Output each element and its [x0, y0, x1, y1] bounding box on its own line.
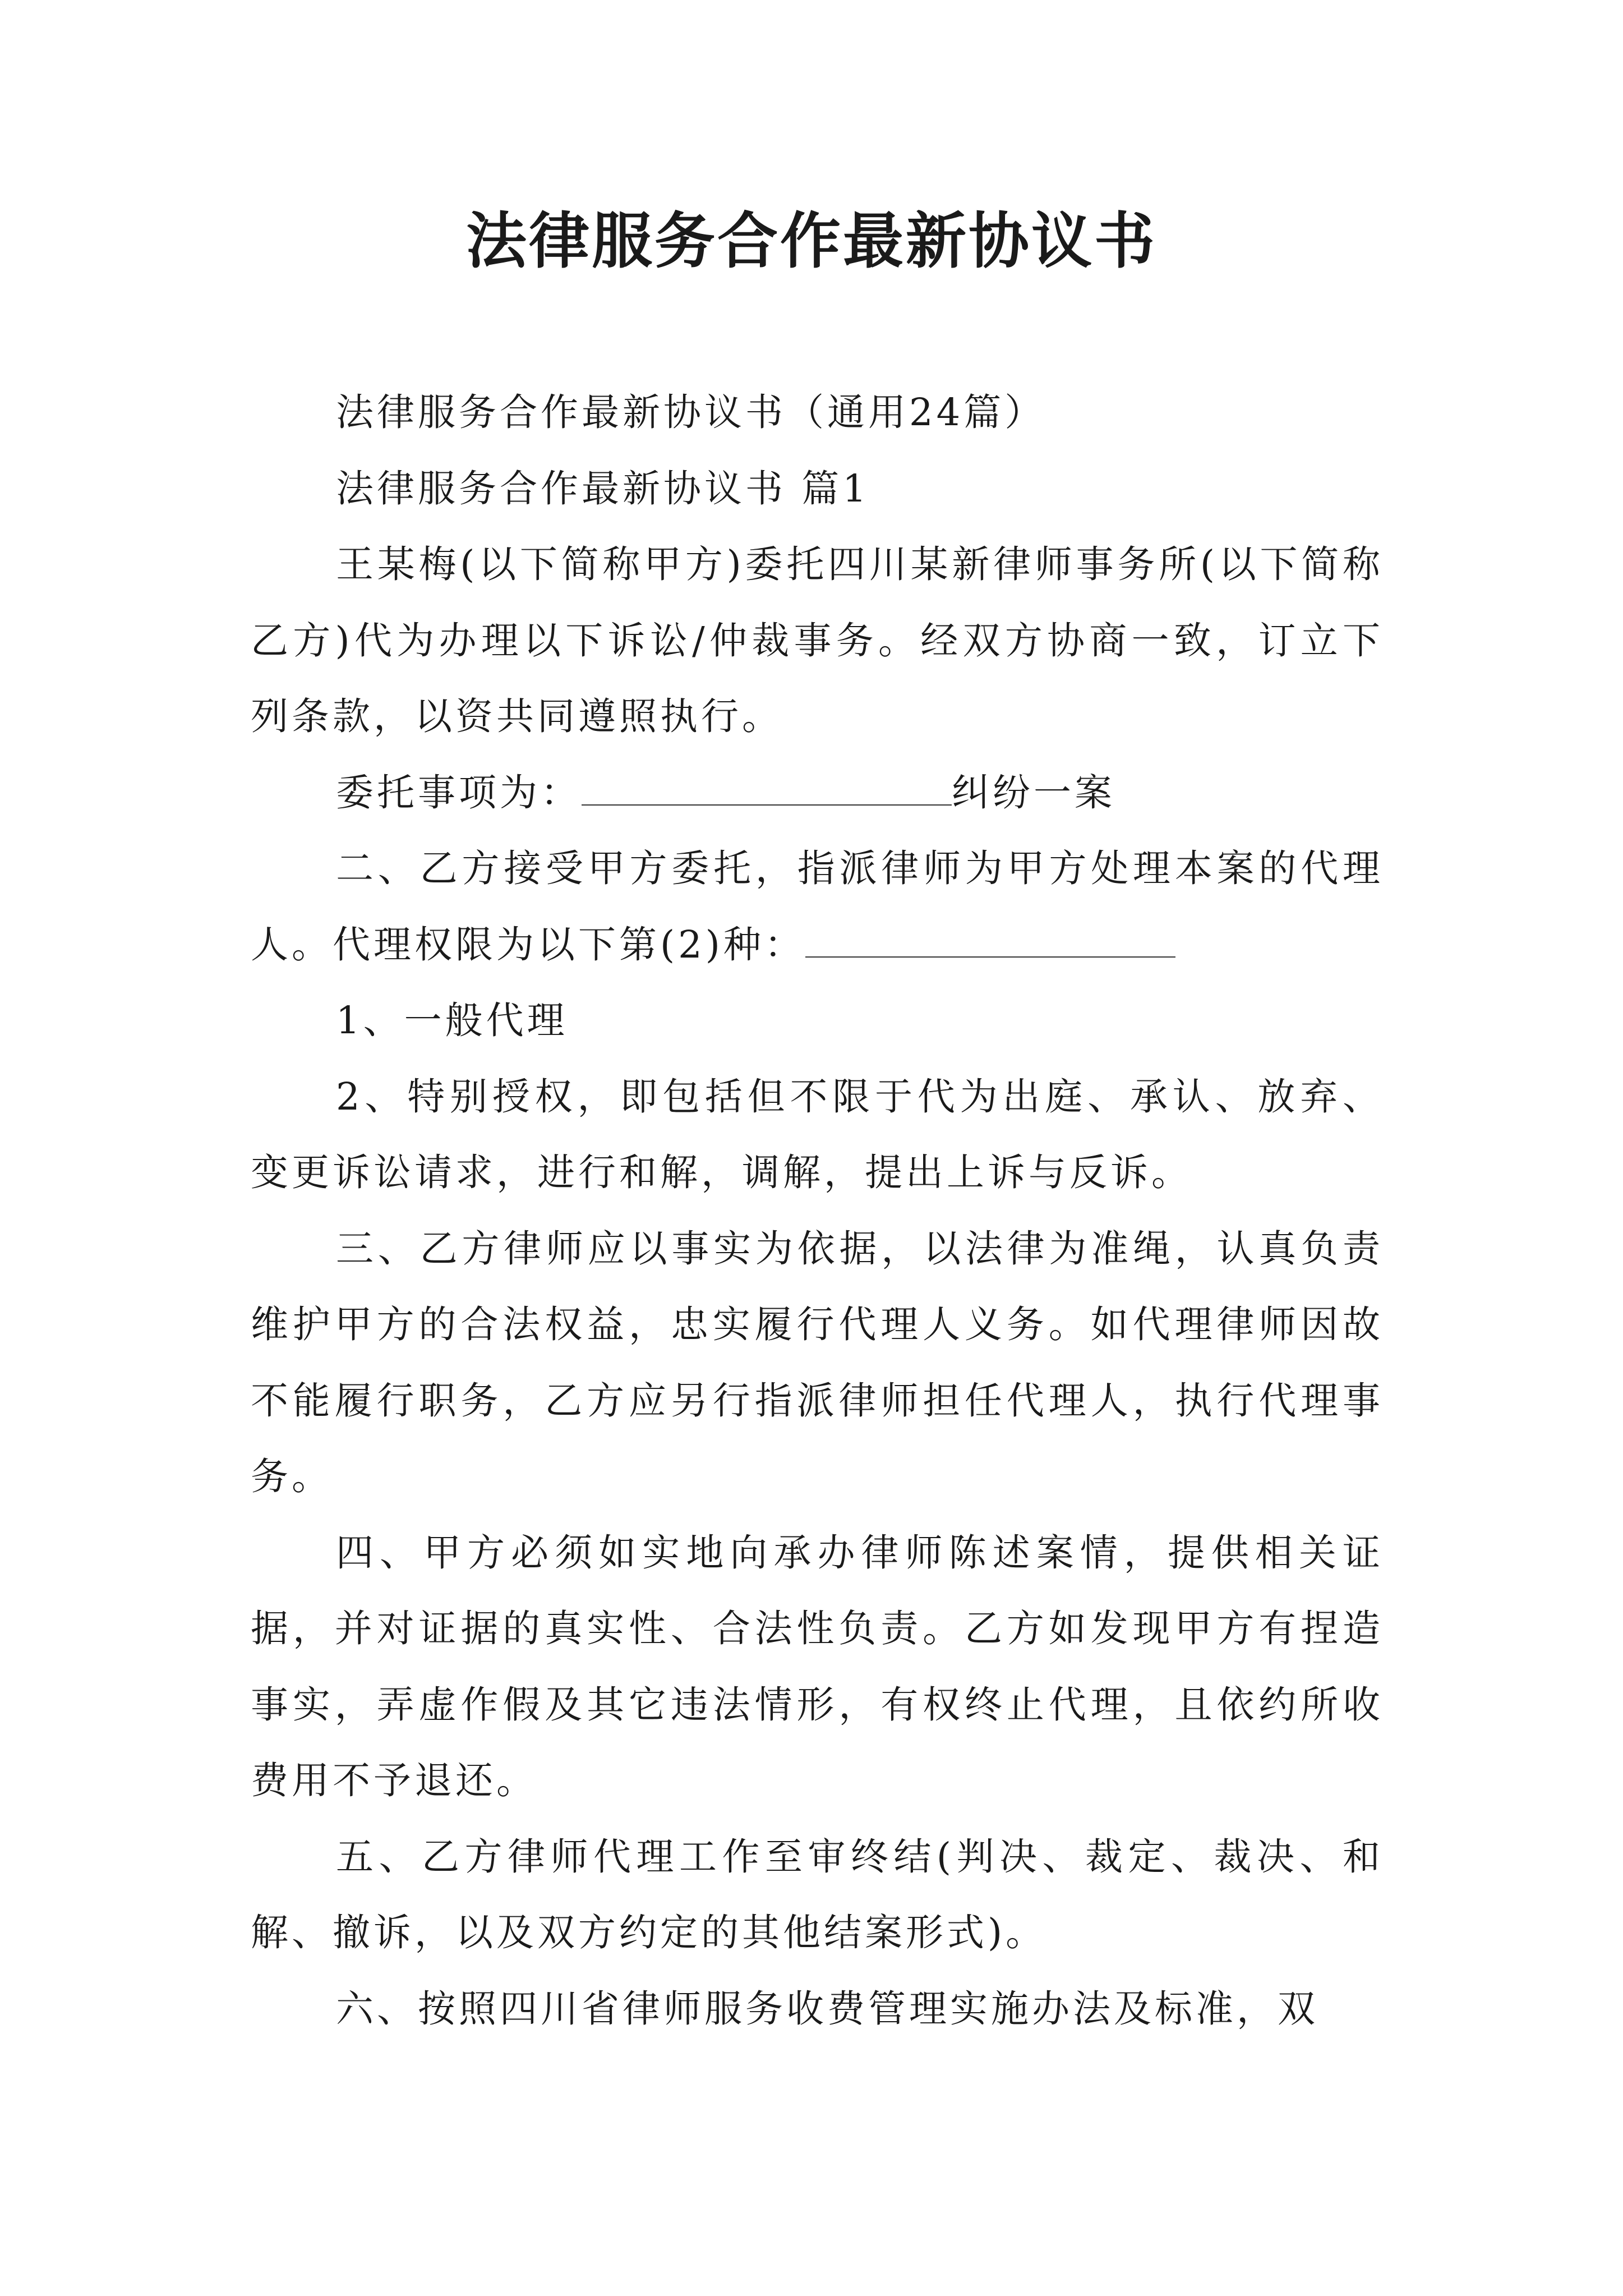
- paragraph-clause-5: 五、乙方律师代理工作至审终结(判决、裁定、裁决、和解、撤诉，以及双方约定的其他结案形式)。: [251, 1834, 1384, 1954]
- fill-in-blank-line: [805, 923, 1175, 958]
- paragraph-clause-2: [251, 831, 1384, 983]
- document-body: [251, 375, 1384, 2047]
- entrusted-matter-label: 委托事项为：: [336, 770, 582, 815]
- paragraph-special-authorization: 2、特别授权，即包括但不限于代为出庭、承认、放弃、变更诉讼请求，进行和解，调解，提出上诉与反诉。: [251, 1074, 1384, 1194]
- entrusted-matter-suffix: 纠纷一案: [952, 770, 1115, 815]
- paragraph-clause-3: 三、乙方律师应以事实为依据，以法律为准绳，认真负责维护甲方的合法权益，忠实履行代理人义务。如代理律师因故不能履行职务，乙方应另行指派律师担任代理人，执行代理事务。: [251, 1226, 1384, 1498]
- paragraph-clause-6: 六、按照四川省律师服务收费管理实施办法及标准，双: [336, 1986, 1318, 2031]
- fill-in-blank-line: [582, 771, 952, 806]
- document-title: 法律服务合作最新协议书: [465, 206, 1157, 277]
- clause-2-text: 二、乙方接受甲方委托，指派律师为甲方处理本案的代理人。代理权限为以下第(2)种：: [251, 846, 1384, 967]
- paragraph-entrusted-matter: [251, 755, 1384, 831]
- paragraph-intro: 王某梅(以下简称甲方)委托四川某新律师事务所(以下简称乙方)代为办理以下诉讼/仲裁事务。经双方协商一致，订立下列条款，以资共同遵照执行。: [251, 542, 1384, 738]
- paragraph-general-agency: 1、一般代理: [336, 999, 568, 1042]
- paragraph-clause-4: 四、甲方必须如实地向承办律师陈述案情，提供相关证据，并对证据的真实性、合法性负责。乙方如发现甲方有捏造事实，弄虚作假及其它违法情形，有权终止代理，且依约所收费用不予退还。: [251, 1530, 1384, 1802]
- paragraph-subtitle: 法律服务合作最新协议书（通用24篇）: [336, 390, 1046, 434]
- paragraph-section-heading: 法律服务合作最新协议书 篇1: [336, 466, 870, 510]
